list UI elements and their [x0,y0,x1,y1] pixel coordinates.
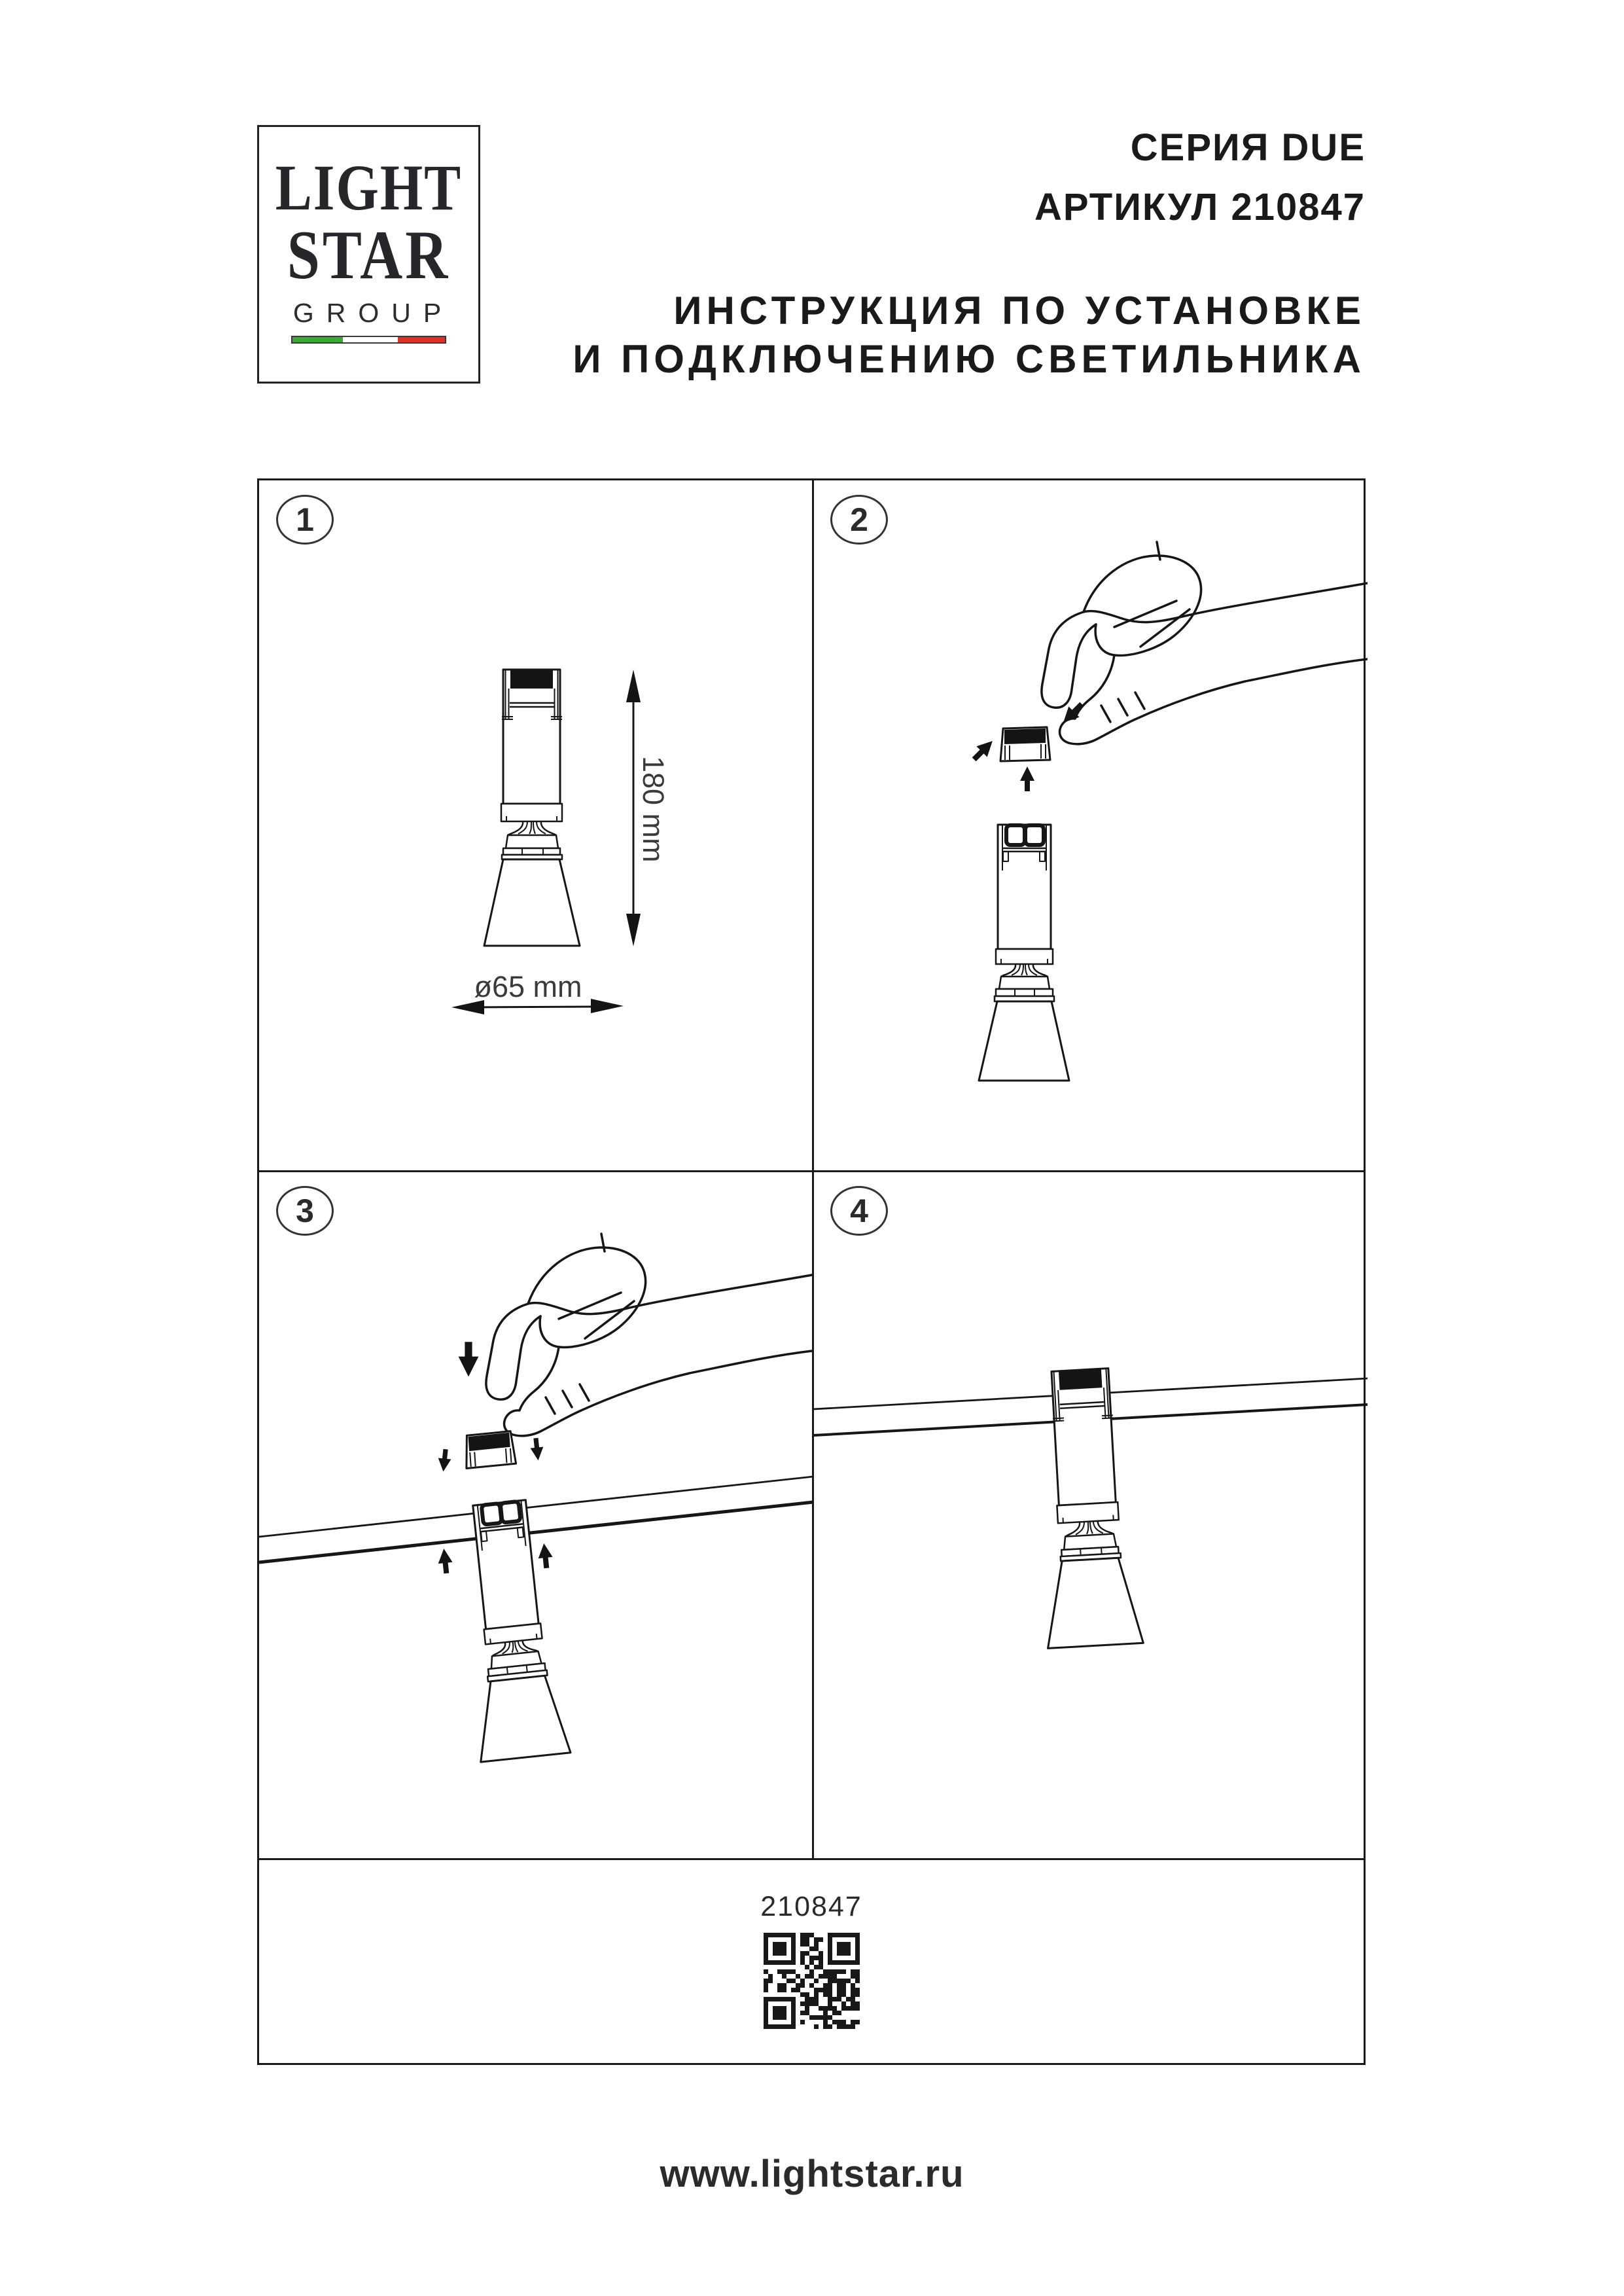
lightstar-logo [257,125,480,384]
panel-step-4 [813,1172,1368,1859]
down-arrow-right-icon [529,1437,544,1461]
step-number-4: 4 [830,1186,888,1236]
instruction-title-line2: И ПОДКЛЮЧЕНИЮ СВЕТИЛЬНИКА [573,337,1366,381]
panel-step-1 [259,480,813,1172]
flag-white-segment [343,337,398,342]
adapter-piece [1000,727,1050,761]
panel-1-drawing [259,480,813,1172]
logo-word-star: STAR [287,217,451,294]
mounted-spotlight-fixture [1033,1367,1143,1648]
article-label: АРТИКУЛ 210847 [1034,186,1366,228]
footer-article-code: 210847 [760,1891,862,1922]
step-number-1: 1 [276,495,334,545]
italian-flag-bar [291,336,446,344]
series-label: СЕРИЯ DUE [1130,126,1366,169]
panel-2-drawing [813,480,1368,1172]
down-arrow-left-icon [437,1448,452,1472]
logo-word-light: LIGHT [275,152,463,224]
flag-red-segment [398,337,445,342]
step-number-2: 2 [830,495,888,545]
instruction-grid [257,478,1366,2065]
track-line [259,1477,813,1562]
instruction-title-line1: ИНСТРУКЦИЯ ПО УСТАНОВКЕ [673,289,1366,332]
diameter-dimension-label: ø65 mm [474,970,582,1003]
logo-word-group: GROUP [292,298,454,328]
adapter-piece [464,1431,516,1468]
up-arrow-left-icon [436,1548,453,1574]
up-arrow-icon [1020,766,1034,791]
up-right-arrow-icon [968,736,998,765]
panel-step-2 [813,480,1368,1172]
up-arrow-right-icon [537,1543,554,1569]
step-number-3: 3 [276,1186,334,1236]
website-url: www.lightstar.ru [660,2153,964,2195]
horizontal-divider-1 [259,1170,1364,1172]
panel-3-drawing [259,1172,813,1859]
grid-footer [259,1859,1364,2063]
hand-illustration [486,1234,812,1436]
height-dimension-label: 180 mm [637,756,670,863]
spotlight-fixture-open-top [979,825,1069,1081]
panel-step-3 [259,1172,813,1859]
horizontal-divider-2 [259,1858,1364,1860]
large-down-arrow-icon [459,1342,479,1376]
flag-green-segment [292,337,343,342]
qr-code [764,1933,860,2029]
spotlight-fixture-front-view [484,670,580,946]
hand-illustration [1042,542,1368,744]
panel-4-drawing [813,1172,1368,1859]
